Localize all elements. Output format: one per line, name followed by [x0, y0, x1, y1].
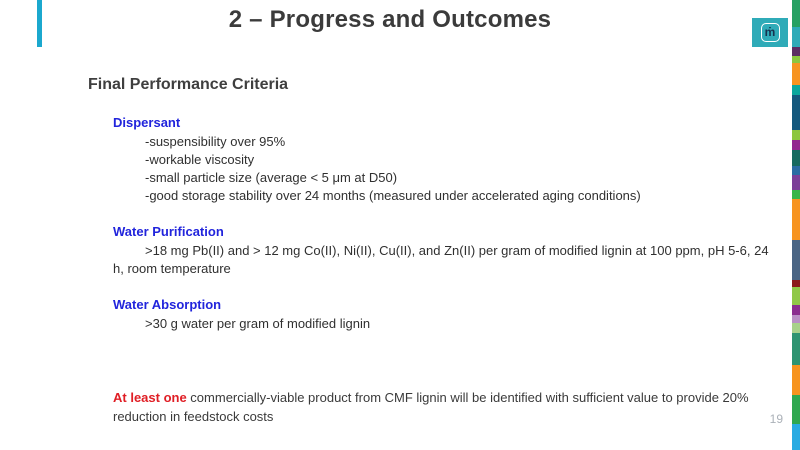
criteria-content: [113, 114, 775, 351]
strip-segment: [792, 333, 800, 365]
criteria-item: -suspensibility over 95%: [145, 134, 286, 149]
section-title-dispersant: Dispersant: [113, 115, 181, 130]
strip-segment: [792, 424, 800, 450]
strip-segment: [792, 199, 800, 240]
strip-segment: [792, 85, 800, 95]
footer-highlight: At least one: [113, 390, 187, 405]
strip-segment: [792, 315, 800, 323]
strip-segment: [792, 47, 800, 56]
strip-segment: [792, 323, 800, 333]
strip-segment: [792, 150, 800, 166]
page-heading: Final Performance Criteria: [88, 76, 289, 93]
strip-segment: [792, 190, 800, 199]
section-dispersant: [113, 114, 775, 205]
criteria-item: -good storage stability over 24 months (measured under accelerated aging conditions): [145, 188, 641, 203]
footer-note: [113, 388, 785, 426]
right-color-strip: [792, 0, 800, 450]
strip-segment: [792, 305, 800, 315]
strip-segment: [792, 395, 800, 424]
slide-title: 2 – Progress and Outcomes: [228, 6, 552, 33]
strip-segment: [792, 166, 800, 175]
strip-segment: [792, 56, 800, 63]
thunderbird-icon-glyph: ṁ: [764, 24, 776, 39]
page-number: 19: [769, 412, 783, 426]
strip-segment: [792, 175, 800, 190]
criteria-item: -small particle size (average < 5 μm at D50): [145, 170, 398, 185]
section-water-absorption: [113, 296, 775, 333]
strip-segment: [792, 140, 800, 150]
thunderbird-icon: [761, 23, 780, 42]
strip-segment: [792, 63, 800, 85]
criteria-item: >30 g water per gram of modified lignin: [145, 316, 371, 331]
strip-segment: [792, 27, 800, 47]
corner-logo-badge: [752, 18, 788, 47]
footer-rest: commercially-viable product from CMF lignin will be identified with sufficient value to provide 20% reduction in feedstock costs: [113, 390, 749, 424]
strip-segment: [792, 287, 800, 305]
strip-segment: [792, 365, 800, 395]
strip-segment: [792, 95, 800, 130]
criteria-paragraph: >18 mg Pb(II) and > 12 mg Co(II), Ni(II), Cu(II), and Zn(II) per gram of modified lignin at 100 ppm, pH 5-6, 24 h, room temperature: [113, 243, 769, 276]
strip-segment: [792, 130, 800, 140]
section-title-water-absorption: Water Absorption: [113, 297, 222, 312]
section-title-water-purification: Water Purification: [113, 224, 224, 239]
strip-segment: [792, 240, 800, 280]
criteria-item: -workable viscosity: [145, 152, 255, 167]
strip-segment: [792, 280, 800, 287]
section-water-purification: [113, 223, 775, 278]
strip-segment: [792, 0, 800, 27]
